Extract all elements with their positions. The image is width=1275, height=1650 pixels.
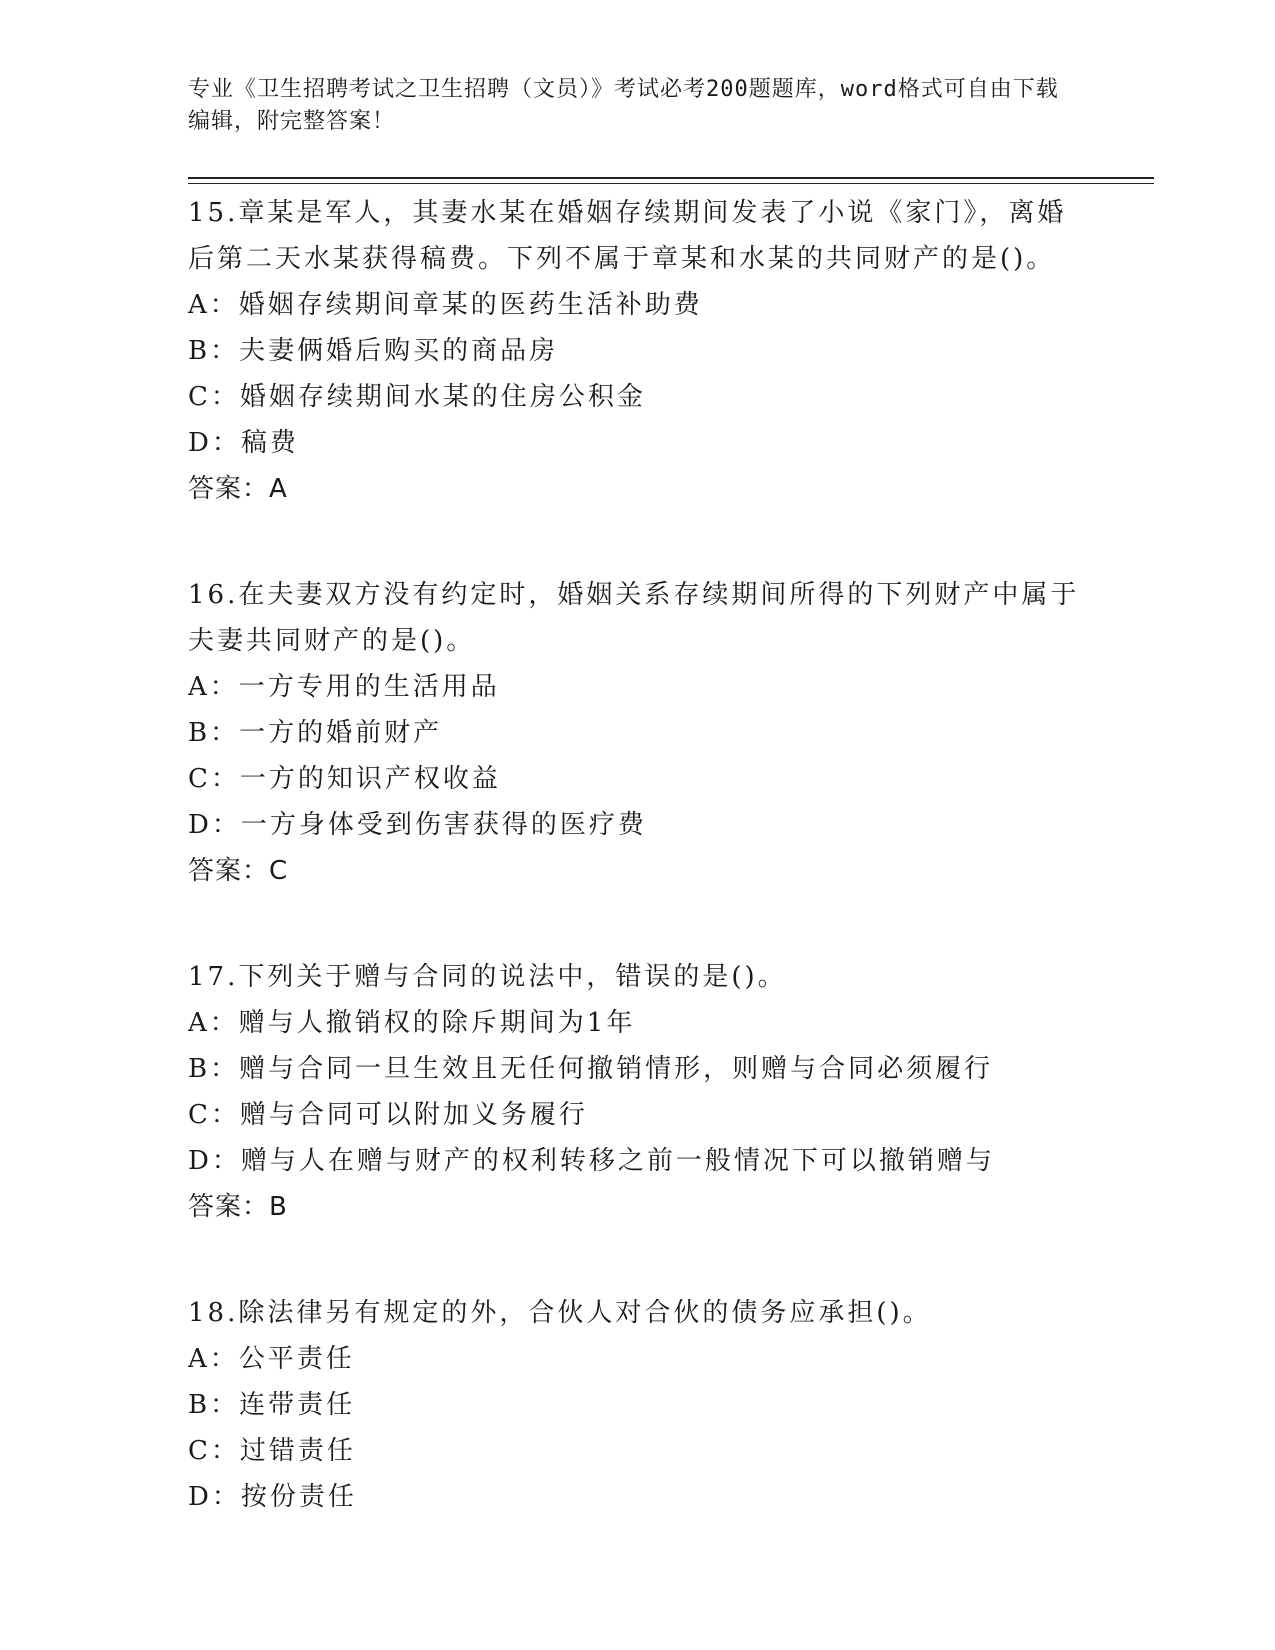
question-stem: 18.除法律另有规定的外，合伙人对合伙的债务应承担()。 (188, 1298, 932, 1328)
document-intro: 专业《卫生招聘考试之卫生招聘（文员）》考试必考200题题库，word格式可自由下载编辑，附完整答案！ (188, 77, 1059, 134)
question-spacer (188, 894, 1088, 954)
option-c: C：赠与合同可以附加义务履行 (188, 1100, 588, 1130)
answer-line: 答案：B (188, 1192, 288, 1222)
option-d: D：一方身体受到伤害获得的医疗费 (188, 810, 647, 840)
option-a: A：婚姻存续期间章某的医药生活补助费 (188, 290, 703, 320)
option-d: D：稿费 (188, 428, 299, 458)
option-d: D：按份责任 (188, 1482, 357, 1512)
answer-line: 答案：A (188, 474, 288, 504)
option-b: B：赠与合同一旦生效且无任何撤销情形，则赠与合同必须履行 (188, 1054, 994, 1084)
option-c: C：一方的知识产权收益 (188, 764, 501, 794)
option-b: B：连带责任 (188, 1390, 356, 1420)
question-stem: 15.章某是军人，其妻水某在婚姻存续期间发表了小说《家门》，离婚后第二天水某获得稿费。下列不属于章某和水某的共同财产的是()。 (188, 198, 1067, 274)
question-18 (188, 1290, 1088, 1520)
option-a: A：公平责任 (188, 1344, 355, 1374)
header-divider-thick (188, 177, 1154, 179)
header-divider-thin (188, 183, 1154, 184)
option-b: B：夫妻俩婚后购买的商品房 (188, 336, 559, 366)
option-c: C：婚姻存续期间水某的住房公积金 (188, 382, 646, 412)
question-15 (188, 190, 1088, 512)
option-c: C：过错责任 (188, 1436, 356, 1466)
answer-line: 答案：C (188, 856, 289, 886)
option-b: B：一方的婚前财产 (188, 718, 443, 748)
question-spacer (188, 1230, 1088, 1290)
option-a: A：赠与人撤销权的除斥期间为1年 (188, 1008, 636, 1038)
option-a: A：一方专用的生活用品 (188, 672, 500, 702)
question-spacer (188, 512, 1088, 572)
option-d: D：赠与人在赠与财产的权利转移之前一般情况下可以撤销赠与 (188, 1146, 995, 1176)
question-16 (188, 572, 1088, 894)
question-stem: 16.在夫妻双方没有约定时，婚姻关系存续期间所得的下列财产中属于夫妻共同财产的是()。 (188, 580, 1080, 656)
question-stem: 17.下列关于赠与合同的说法中，错误的是()。 (188, 962, 787, 992)
question-17 (188, 954, 1088, 1230)
question-list (188, 190, 1088, 1520)
